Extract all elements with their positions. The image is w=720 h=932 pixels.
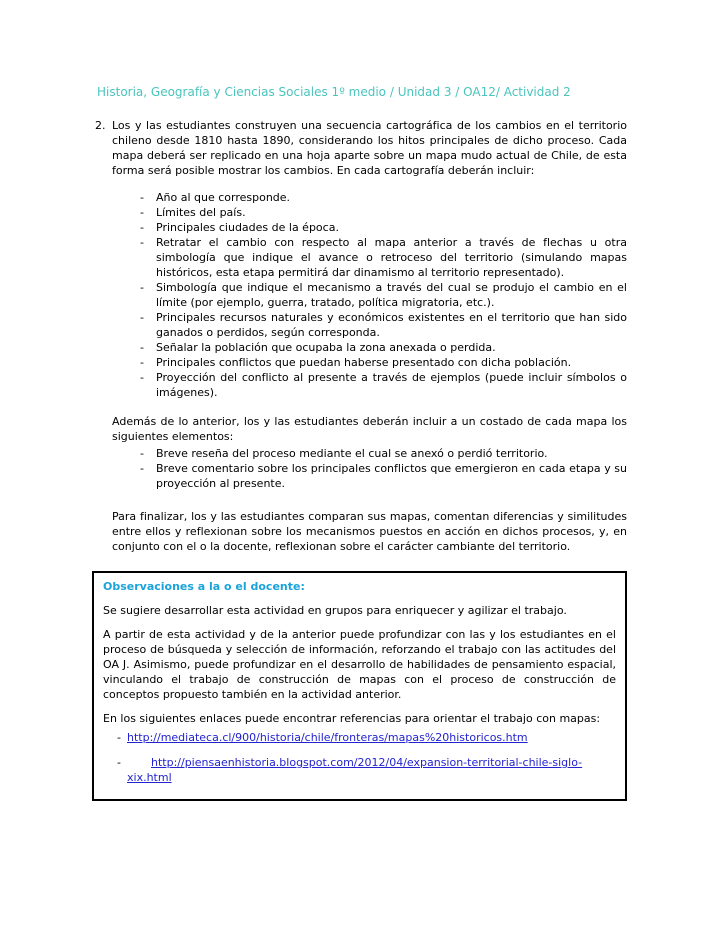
reference-links-list	[103, 730, 616, 785]
side-elements-list	[92, 446, 627, 491]
reference-link-mediateca[interactable]: http://mediateca.cl/900/historia/chile/fronteras/mapas%20historicos.htm	[127, 731, 528, 744]
link-item	[117, 755, 616, 785]
activity-number: 2.	[95, 119, 106, 132]
reference-link-piensaenhistoria[interactable]: http://piensaenhistoria.blogspot.com/2012/04/expansion-territorial-chile-siglo-xix.html	[127, 756, 583, 784]
observation-paragraph: A partir de esta actividad y de la anterior puede profundizar con las y los estudiantes en el proceso de búsqueda y selección de información, reforzando el trabajo con las actitudes del OA J. Asimismo, puede profundizar en el desarrollo de habilidades de pensamiento espacial, vinculando el trabajo de construcción de mapas con el proceso de construcción de conceptos propuesto también en la actividad anterior.	[103, 628, 616, 701]
link-item	[117, 730, 616, 745]
list-item: - Retratar el cambio con respecto al mapa anterior a través de flechas u otra simbología que indique el avance o retroceso del territorio (simulando mapas históricos, esta etapa permitirá dar dinamismo al territorio representado).	[140, 235, 627, 280]
teacher-observations-box	[92, 571, 627, 801]
list-item: - Límites del país.	[140, 205, 627, 220]
list-item: - Señalar la población que ocupaba la zona anexada o perdida.	[140, 340, 627, 355]
list-item: - Simbología que indique el mecanismo a través del cual se produjo el cambio en el límite (por ejemplo, guerra, tratado, política migratoria, etc.).	[140, 280, 627, 310]
observations-heading: Observaciones a la o el docente:	[103, 580, 305, 593]
activity-paragraph	[95, 118, 627, 178]
list-item: - Principales recursos naturales y económicos existentes en el territorio que han sido ganados o perdidos, según corresponda.	[140, 310, 627, 340]
links-intro-paragraph: En los siguientes enlaces puede encontrar referencias para orientar el trabajo con mapas:	[103, 712, 601, 725]
list-item: - Principales ciudades de la época.	[140, 220, 627, 235]
closing-paragraph: Para finalizar, los y las estudiantes comparan sus mapas, comentan diferencias y similitudes entre ellos y reflexionan sobre los mecanismos puestos en acción en dichos procesos, y, en conjunto con el o la docente, reflexionan sobre el carácter cambiante del territorio.	[112, 510, 627, 553]
observation-paragraph: Se sugiere desarrollar esta actividad en grupos para enriquecer y agilizar el trabajo.	[103, 604, 567, 617]
list-item: - Breve reseña del proceso mediante el cual se anexó o perdió territorio.	[140, 446, 627, 461]
list-item: - Año al que corresponde.	[140, 190, 627, 205]
side-elements-intro: Además de lo anterior, los y las estudiantes deberán incluir a un costado de cada mapa los siguientes elementos:	[112, 415, 627, 443]
list-item: - Proyección del conflicto al presente a través de ejemplos (puede incluir símbolos o imágenes).	[140, 370, 627, 400]
page-title: Historia, Geografía y Ciencias Sociales 1º medio / Unidad 3 / OA12/ Actividad 2	[97, 85, 571, 99]
list-item: - Breve comentario sobre los principales conflictos que emergieron en cada etapa y su proyección al presente.	[140, 461, 627, 491]
map-requirements-list	[92, 190, 627, 400]
activity-intro-text: Los y las estudiantes construyen una secuencia cartográfica de los cambios en el territorio chileno desde 1810 hasta 1890, considerando los hitos principales de dicho proceso. Cada mapa deberá ser replicado en una hoja aparte sobre un mapa mudo actual de Chile, de esta forma será posible mostrar los cambios. En cada cartografía deberán incluir:	[112, 119, 627, 177]
list-item: - Principales conflictos que puedan haberse presentado con dicha población.	[140, 355, 627, 370]
